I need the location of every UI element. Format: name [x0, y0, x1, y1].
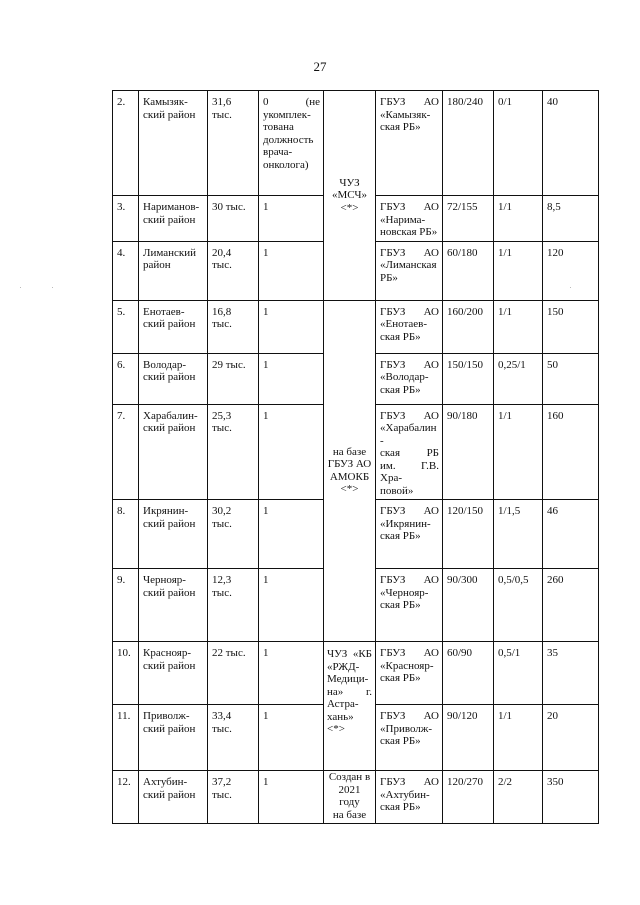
district-name: [139, 241, 208, 300]
hospital-name: [376, 569, 443, 642]
district-name-line: Камызяк-: [143, 96, 188, 108]
hospital-name-line: ГБУЗ АО: [380, 305, 439, 318]
capacity-ratio: 90/120: [443, 705, 494, 771]
center-organization-line: Медици-: [327, 673, 369, 685]
population: [208, 196, 259, 242]
staff-ratio: 1/1: [494, 300, 543, 353]
vacancies: [259, 569, 324, 642]
capacity-ratio: 90/180: [443, 404, 494, 500]
population-line: тыс.: [212, 259, 232, 271]
population-line: 31,6: [212, 96, 232, 108]
hospital-name-line: ГБУЗ АО: [380, 358, 439, 371]
district-name-line: ский район: [143, 517, 196, 530]
center-organization-line: Астра-: [327, 698, 359, 710]
population-line: 30,2: [212, 505, 232, 517]
population-line: 33,4: [212, 710, 232, 722]
table-row: [113, 642, 599, 705]
vacancies-line: должность: [263, 133, 314, 146]
hospital-name-line: ская РБ»: [380, 599, 421, 611]
center-organization: [324, 771, 376, 824]
district-name-line: ский район: [143, 371, 196, 383]
center-organization: [324, 642, 376, 771]
center-organization-line: хань» <*>: [327, 710, 354, 735]
vacancies-line: 1: [263, 305, 269, 318]
center-organization-line: на» г.: [327, 685, 372, 698]
district-name-line: Приволж-: [143, 710, 190, 722]
distance-value: 20: [543, 705, 599, 771]
district-name-line: Харабалин-: [143, 409, 198, 422]
vacancies: [259, 353, 324, 404]
distance-value: 260: [543, 569, 599, 642]
hospital-name-line: ская РБ»: [380, 383, 421, 396]
hospital-name-line: «Икрянин-: [380, 517, 431, 530]
staff-ratio: 0,25/1: [494, 353, 543, 404]
hospital-name: [376, 91, 443, 196]
hospital-name-line: «Камызяк-: [380, 108, 431, 121]
vacancies-line: 1: [263, 201, 269, 213]
hospital-name-line: ская РБ: [380, 447, 439, 459]
population: [208, 500, 259, 569]
population-line: тыс.: [212, 108, 232, 121]
population-line: тыс.: [212, 722, 232, 735]
hospital-name-line: ская РБ»: [380, 330, 421, 343]
hospital-name-line: новская РБ»: [380, 226, 438, 238]
vacancies-line: 1: [263, 505, 269, 517]
district-name: [139, 569, 208, 642]
population: [208, 91, 259, 196]
center-organization-line: «РЖД-: [327, 660, 360, 673]
row-number: 5.: [113, 300, 139, 353]
capacity-ratio: 120/150: [443, 500, 494, 569]
capacity-ratio: 72/155: [443, 196, 494, 242]
vacancies-line: 1: [263, 647, 269, 659]
staff-ratio: 0/1: [494, 91, 543, 196]
capacity-ratio: 60/180: [443, 241, 494, 300]
hospital-name-line: ГБУЗ АО: [380, 574, 439, 586]
distance-value: 40: [543, 91, 599, 196]
district-name-line: ский район: [143, 659, 196, 672]
hospital-name: [376, 771, 443, 824]
staff-ratio: 2/2: [494, 771, 543, 824]
table-row: [113, 300, 599, 353]
hospital-name: [376, 404, 443, 500]
row-number: 8.: [113, 500, 139, 569]
hospital-name-line: «Енотаев-: [380, 318, 428, 330]
hospital-name-line: ская РБ»: [380, 530, 421, 542]
population: [208, 771, 259, 824]
hospital-name-line: «Приволж-: [380, 722, 433, 735]
population-line: тыс.: [212, 318, 232, 330]
hospital-name-line: ГБУЗ АО: [380, 201, 439, 213]
hospital-name: [376, 642, 443, 705]
hospital-name-line: ГБУЗ АО: [380, 409, 439, 422]
hospital-name: [376, 353, 443, 404]
table-row: [113, 91, 599, 196]
distance-value: 120: [543, 241, 599, 300]
vacancies: [259, 91, 324, 196]
table-row: [113, 771, 599, 824]
district-name: [139, 404, 208, 500]
row-number: 11.: [113, 705, 139, 771]
row-number: 3.: [113, 196, 139, 242]
staff-ratio: 0,5/1: [494, 642, 543, 705]
hospital-name-line: ГБУЗ АО: [380, 96, 439, 108]
hospital-name-line: ГБУЗ АО: [380, 710, 439, 722]
hospital-name-line: «Ахтубин-: [380, 788, 430, 801]
population: [208, 353, 259, 404]
district-name-line: ский район: [143, 108, 196, 121]
vacancies-line: онколога): [263, 158, 309, 171]
row-number: 2.: [113, 91, 139, 196]
population-line: тыс.: [212, 517, 232, 530]
district-name-line: ский район: [143, 422, 196, 434]
population: [208, 241, 259, 300]
page-number: 27: [313, 59, 327, 74]
center-organization-line: на базе: [332, 808, 367, 821]
scan-artifact: [20, 287, 21, 288]
oncology-centers-table: [112, 90, 599, 824]
population-line: 22 тыс.: [212, 647, 246, 659]
row-number: 7.: [113, 404, 139, 500]
vacancies: [259, 705, 324, 771]
table-body: [113, 91, 599, 824]
center-organization-line: ГБУЗ АО: [327, 458, 372, 471]
population: [208, 404, 259, 500]
population: [208, 569, 259, 642]
center-organization-line: <*>: [340, 201, 359, 214]
distance-value: 46: [543, 500, 599, 569]
district-name-line: ский район: [143, 318, 196, 330]
vacancies-line: врача-: [263, 146, 293, 158]
population: [208, 300, 259, 353]
population-line: 12,3: [212, 574, 232, 586]
district-name: [139, 353, 208, 404]
row-number: 10.: [113, 642, 139, 705]
vacancies-line: 1: [263, 574, 269, 586]
vacancies: [259, 300, 324, 353]
district-name-line: Чернояр-: [143, 574, 186, 586]
hospital-name-line: «Володар-: [380, 371, 429, 383]
center-organization-line: «МСЧ»: [332, 189, 367, 201]
population: [208, 642, 259, 705]
vacancies: [259, 196, 324, 242]
hospital-name-line: ская РБ»: [380, 672, 421, 684]
staff-ratio: 1/1: [494, 241, 543, 300]
district-name-line: Нариманов-: [143, 201, 200, 213]
district-name-line: ский район: [143, 586, 196, 599]
district-name: [139, 705, 208, 771]
capacity-ratio: 150/150: [443, 353, 494, 404]
hospital-name-line: РБ»: [380, 271, 398, 284]
district-name-line: Краснояр-: [143, 647, 192, 659]
scan-artifact: [52, 287, 53, 288]
hospital-name: [376, 705, 443, 771]
vacancies-line: 0 (не: [263, 96, 320, 108]
district-name-line: район: [143, 259, 171, 271]
distance-value: 50: [543, 353, 599, 404]
center-organization-line: АМОКБ: [329, 470, 370, 483]
distance-value: 8,5: [543, 196, 599, 242]
vacancies-line: 1: [263, 246, 269, 259]
district-name: [139, 91, 208, 196]
population-line: 25,3: [212, 409, 232, 422]
capacity-ratio: 90/300: [443, 569, 494, 642]
center-organization-line: на базе: [332, 445, 367, 458]
center-organization-line: ЧУЗ «КБ: [327, 648, 372, 660]
hospital-name-line: ГБУЗ АО: [380, 246, 439, 259]
staff-ratio: 1/1: [494, 196, 543, 242]
district-name-line: Ахтубин-: [143, 776, 188, 788]
district-name-line: ский район: [143, 722, 196, 735]
population-line: 30 тыс.: [212, 201, 246, 213]
capacity-ratio: 120/270: [443, 771, 494, 824]
center-organization: [324, 300, 376, 642]
staff-ratio: 0,5/0,5: [494, 569, 543, 642]
vacancies-line: 1: [263, 776, 269, 788]
hospital-name-line: им. Г.В. Хра-: [380, 459, 439, 484]
population-line: 16,8: [212, 305, 232, 318]
district-name: [139, 642, 208, 705]
hospital-name-line: «Чернояр-: [380, 586, 429, 599]
hospital-name-line: ская РБ»: [380, 735, 421, 747]
hospital-name: [376, 500, 443, 569]
vacancies-line: укомплек-: [263, 108, 311, 121]
vacancies: [259, 771, 324, 824]
district-name-line: Лиманский: [143, 246, 197, 259]
hospital-name-line: «Нарима-: [380, 213, 426, 226]
center-organization-line: 2021 году: [338, 783, 361, 808]
hospital-name-line: «Лиманская: [380, 259, 437, 271]
hospital-name: [376, 196, 443, 242]
staff-ratio: 1/1: [494, 705, 543, 771]
district-name-line: Икрянин-: [143, 505, 189, 517]
hospital-name-line: «Харабалин-: [380, 422, 437, 447]
vacancies: [259, 642, 324, 705]
center-organization: [324, 91, 376, 301]
center-organization-line: ЧУЗ: [339, 176, 360, 189]
hospital-name-line: повой»: [380, 484, 414, 497]
vacancies: [259, 500, 324, 569]
capacity-ratio: 60/90: [443, 642, 494, 705]
district-name-line: ский район: [143, 788, 196, 801]
hospital-name-line: ская РБ»: [380, 801, 421, 813]
population-line: тыс.: [212, 586, 232, 599]
district-name-line: Енотаев-: [143, 305, 185, 318]
hospital-name-line: «Краснояр-: [380, 659, 434, 672]
district-name-line: ский район: [143, 213, 196, 226]
population-line: 29 тыс.: [212, 358, 246, 371]
vacancies-line: 1: [263, 409, 269, 422]
capacity-ratio: 180/240: [443, 91, 494, 196]
staff-ratio: 1/1,5: [494, 500, 543, 569]
hospital-name: [376, 300, 443, 353]
hospital-name-line: ГБУЗ АО: [380, 647, 439, 659]
center-organization-line: Создан в: [328, 771, 371, 783]
vacancies-line: тована: [263, 121, 294, 133]
vacancies-line: 1: [263, 710, 269, 722]
district-name-line: Володар-: [143, 358, 187, 371]
district-name: [139, 196, 208, 242]
distance-value: 150: [543, 300, 599, 353]
vacancies-line: 1: [263, 358, 269, 371]
distance-value: 350: [543, 771, 599, 824]
hospital-name-line: ГБУЗ АО: [380, 505, 439, 517]
row-number: 4.: [113, 241, 139, 300]
population-line: тыс.: [212, 422, 232, 434]
capacity-ratio: 160/200: [443, 300, 494, 353]
population-line: тыс.: [212, 788, 232, 801]
population-line: 37,2: [212, 776, 232, 788]
hospital-name-line: ГБУЗ АО: [380, 776, 439, 788]
district-name: [139, 771, 208, 824]
row-number: 6.: [113, 353, 139, 404]
hospital-name: [376, 241, 443, 300]
distance-value: 160: [543, 404, 599, 500]
district-name: [139, 500, 208, 569]
population: [208, 705, 259, 771]
hospital-name-line: ская РБ»: [380, 121, 421, 133]
population-line: 20,4: [212, 246, 232, 259]
center-organization-line: <*>: [340, 483, 359, 496]
row-number: 9.: [113, 569, 139, 642]
distance-value: 35: [543, 642, 599, 705]
vacancies: [259, 404, 324, 500]
row-number: 12.: [113, 771, 139, 824]
district-name: [139, 300, 208, 353]
staff-ratio: 1/1: [494, 404, 543, 500]
vacancies: [259, 241, 324, 300]
